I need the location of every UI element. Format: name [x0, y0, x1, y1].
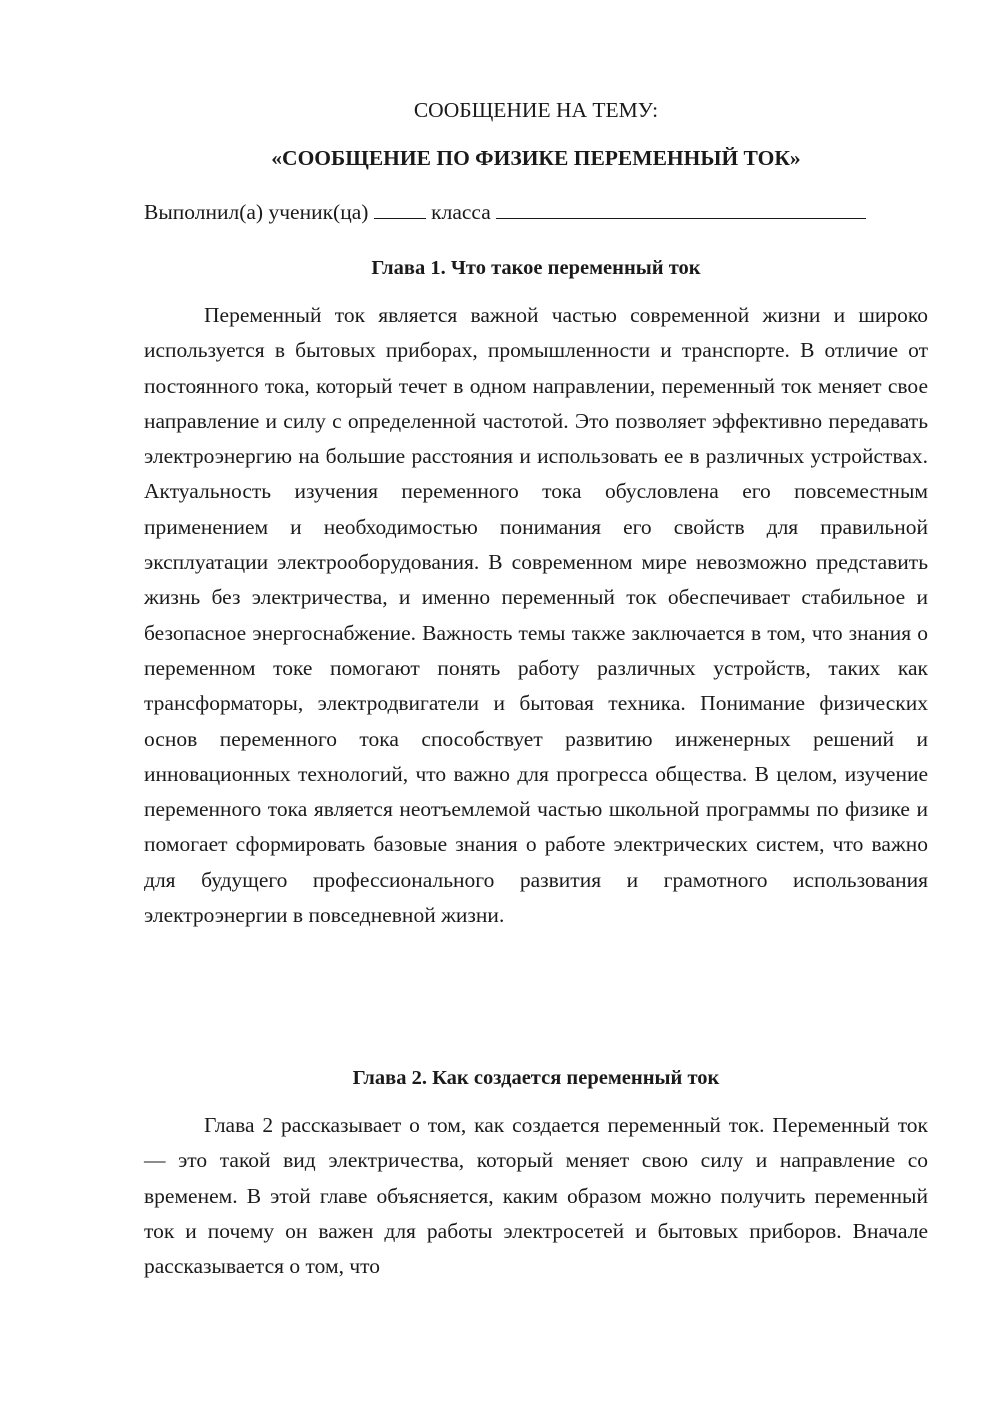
chapter-2-title: Глава 2. Как создается переменный ток — [352, 1067, 720, 1089]
document-title: «СООБЩЕНИЕ ПО ФИЗИКЕ ПЕРЕМЕННЫЙ ТОК» — [271, 146, 801, 170]
document-heading-line1: СООБЩЕНИЕ НА ТЕМУ: — [413, 98, 659, 122]
chapter-1-title: Глава 1. Что такое переменный ток — [371, 257, 701, 279]
grade-blank-field — [374, 198, 426, 219]
class-blank-field — [496, 198, 866, 219]
chapter-2-paragraph: Глава 2 рассказывает о том, как создается переменный ток. Переменный ток — это такой вид электричества, который меняет свою силу и направление со временем. В этой главе объясняется, каким образом можно получить переменный ток и почему он важен для работы электросетей и бытовых приборов. Вначале рассказывается о том, что — [144, 1113, 928, 1279]
document-page — [144, 0, 928, 1414]
author-prefix: Выполнил(а) ученик(ца) — [144, 200, 369, 224]
author-line — [144, 198, 928, 226]
class-label: класса — [431, 200, 491, 224]
chapter-1-paragraph: Переменный ток является важной частью современной жизни и широко используется в бытовых приборах, промышленности и транспорте. В отличие от постоянного тока, который течет в одном направлении, переменный ток меняет свое направление и силу с определенной частотой. Это позволяет эффективно передавать электроэнергию на большие расстояния и использовать ее в различных устройствах. Актуальность изучения переменного тока обусловлена его повсеместным применением и необходимостью понимания его свойств для правильной эксплуатации электрооборудования. В современном мире невозможно представить жизнь без электричества, и именно переменный ток обеспечивает стабильное и безопасное энергоснабжение. Важность темы также заключается в том, что знания о переменном токе помогают понять работу различных устройств, таких как трансформаторы, электродвигатели и бытовая техника. Понимание физических основ переменного тока способствует развитию инженерных решений и инновационных технологий, что важно для прогресса общества. В целом, изучение переменного тока является неотъемлемой частью школьной программы по физике и помогает сформировать базовые знания о работе электрических систем, что важно для будущего профессионального развития и грамотного использования электроэнергии в повседневной жизни. — [144, 303, 928, 928]
